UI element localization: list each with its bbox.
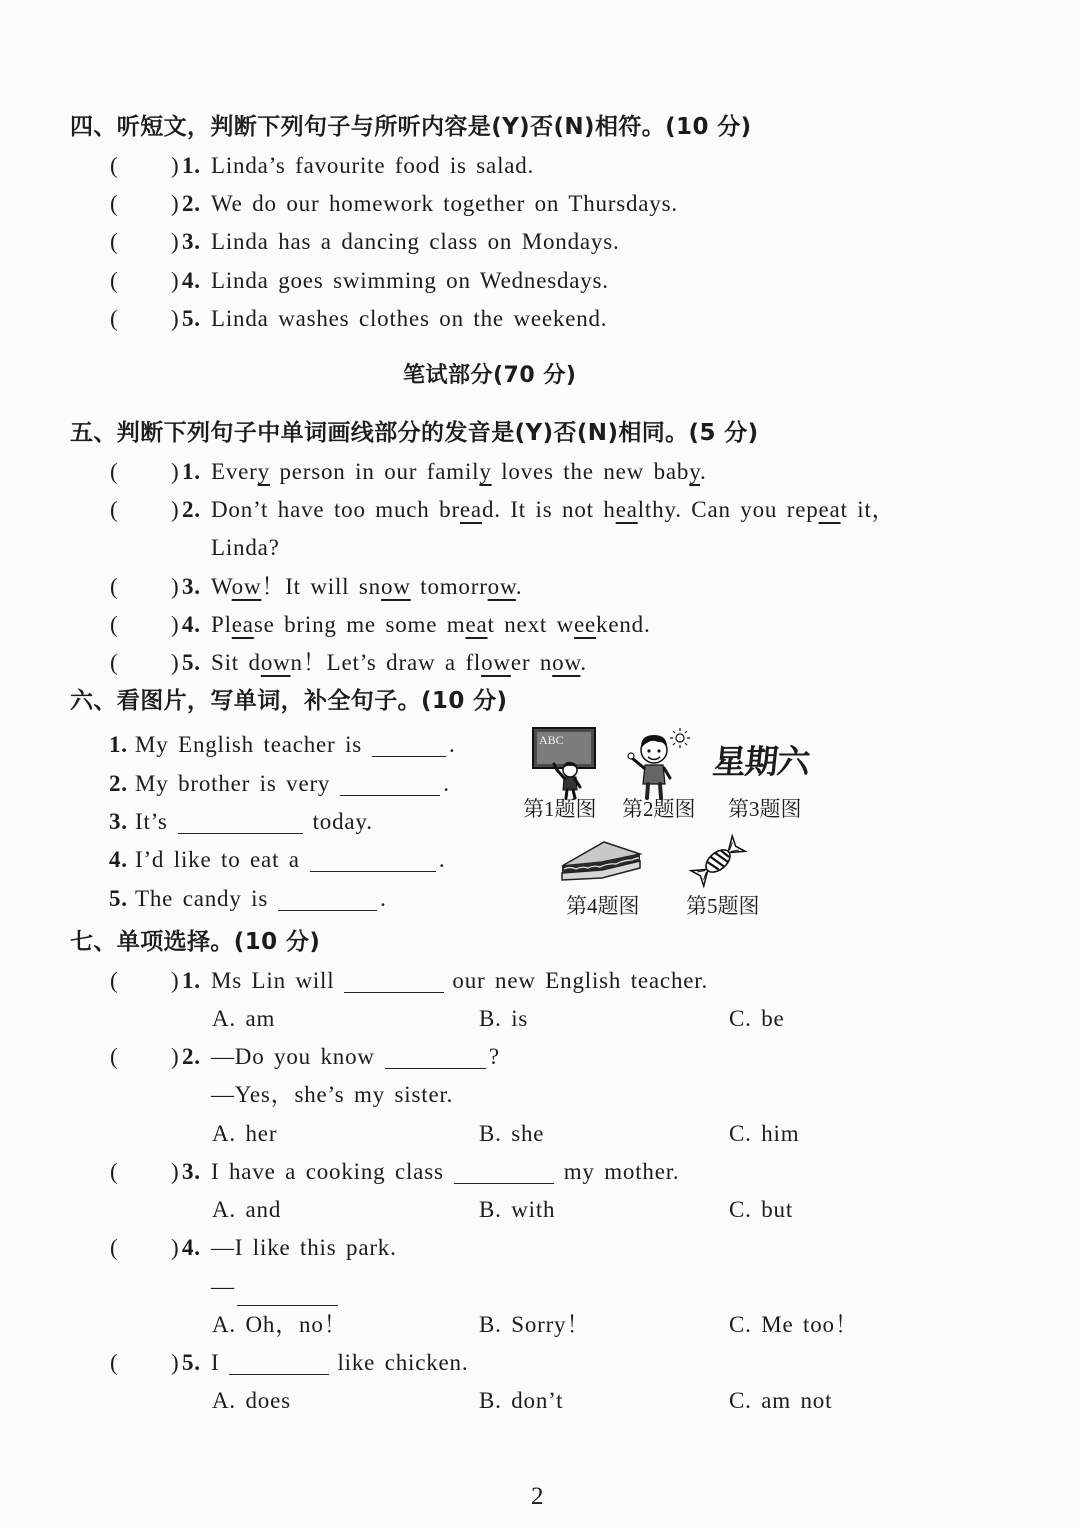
text-before-blank: My English teacher is [135, 732, 363, 757]
text-segment: er n [510, 650, 553, 675]
boy-figure [628, 735, 670, 798]
option-c: C. am not [729, 1388, 833, 1413]
question-number: 2. [109, 771, 128, 796]
question-text [135, 769, 450, 799]
text-segment: kend. [596, 612, 651, 637]
question-text [211, 495, 895, 525]
question-number: 2. [182, 1044, 201, 1069]
question-number: 1. [182, 459, 201, 484]
section4-title: 四、听短文，判断下列句子与所听内容是(Y)否(N)相符。(10 分) [70, 114, 752, 140]
answer-bracket-open: ( [110, 574, 119, 599]
answer-bracket-open: ( [110, 459, 119, 484]
underlined-letters: ee [574, 612, 597, 637]
answer-bracket-close: ) [171, 1159, 180, 1184]
text-after-blank: today. [312, 809, 373, 834]
s7-item-3 [0, 1157, 1080, 1187]
answer-bracket-close: ) [171, 968, 180, 993]
underlined-letters: ea [231, 612, 254, 637]
option-c: C. be [729, 1006, 785, 1031]
text-segment: Sit d [211, 650, 261, 675]
answer-bracket-close: ) [171, 229, 180, 254]
text-before-blank: It’s [135, 809, 168, 834]
option-b: B. with [479, 1197, 556, 1222]
question-number: 4. [182, 612, 201, 637]
s5-item-1 [0, 457, 1080, 487]
answer-bracket-open: ( [110, 1350, 119, 1375]
text-segment: d. It is not h [481, 497, 616, 522]
question-number: 3. [182, 1159, 201, 1184]
underlined-letters: ow [481, 650, 511, 675]
option-a: A. am [212, 1006, 276, 1031]
picture-2-boy [620, 722, 696, 802]
answer-bracket-open: ( [110, 153, 119, 178]
option-a: A. her [212, 1121, 278, 1146]
text-segment: Pl [211, 612, 232, 637]
underlined-letters: ow [552, 650, 581, 675]
text-segment: person in our famil [269, 459, 480, 484]
underlined-letters: y [257, 459, 270, 484]
answer-bracket-open: ( [110, 968, 119, 993]
answer-bracket-close: ) [171, 650, 180, 675]
dialogue-reply: —Yes，she’s my sister. [211, 1082, 454, 1107]
underlined-letters: ea [818, 497, 841, 522]
picture-label-5: 第5题图 [686, 894, 760, 918]
question-number: 5. [182, 306, 201, 331]
text-segment: loves the new bab [491, 459, 690, 484]
answer-blank [340, 794, 440, 796]
option-a: A. does [212, 1388, 291, 1413]
section6-title: 六、看图片，写单词，补全句子。(10 分) [70, 688, 508, 714]
answer-bracket-open: ( [110, 497, 119, 522]
answer-bracket-close: ) [171, 1235, 180, 1260]
underlined-letters: y [689, 459, 701, 484]
s7-item-5 [0, 1348, 1080, 1378]
s5-item-2-continuation [0, 533, 1080, 563]
underlined-letters: ow [380, 574, 411, 599]
picture-4-sandwich [558, 834, 644, 890]
text-before-blank: I’d like to eat a [135, 847, 300, 872]
s7-options-1 [0, 1004, 1080, 1034]
question-text [211, 1042, 500, 1072]
question-number: 1. [109, 732, 128, 757]
answer-bracket-open: ( [110, 650, 119, 675]
text-segment: t next w [487, 612, 575, 637]
question-text: Linda has a dancing class on Mondays. [211, 229, 620, 254]
s7-options-3 [0, 1195, 1080, 1225]
written-part-heading: 笔试部分(70 分) [403, 363, 577, 388]
text-segment: W [211, 574, 232, 599]
text-after-blank: . [380, 886, 387, 911]
picture-1-teacher [530, 724, 602, 800]
answer-blank [385, 1067, 486, 1069]
s7-options-2 [0, 1119, 1080, 1149]
question-number: 4. [109, 847, 128, 872]
text-segment: n！Let’s draw a fl [290, 650, 482, 675]
picture-label-3: 第3题图 [728, 797, 802, 821]
blackboard [533, 728, 595, 768]
question-number: 4. [182, 268, 201, 293]
option-b: B. is [479, 1006, 529, 1031]
question-text [211, 457, 707, 487]
question-text: Linda washes clothes on the weekend. [211, 306, 608, 331]
question-text: —I like this park. [211, 1235, 397, 1260]
answer-blank [344, 991, 444, 993]
question-number: 3. [182, 574, 201, 599]
answer-bracket-open: ( [110, 268, 119, 293]
question-number: 5. [182, 1350, 201, 1375]
s4-item-4 [0, 266, 1080, 296]
board-text: ABC [539, 733, 564, 747]
s5-item-2 [0, 495, 1080, 525]
question-number: 4. [182, 1235, 201, 1260]
underlined-letters: ea [459, 497, 482, 522]
s7-options-4 [0, 1310, 1080, 1340]
option-a: A. and [212, 1197, 282, 1222]
answer-bracket-open: ( [110, 306, 119, 331]
option-c: C. but [729, 1197, 794, 1222]
text-segment: . [515, 574, 523, 599]
underlined-letters: ow [487, 574, 516, 599]
answer-bracket-open: ( [110, 191, 119, 216]
text-after-blank: . [449, 732, 456, 757]
question-number: 5. [109, 886, 128, 911]
text-after-blank: . [438, 847, 446, 872]
text-segment: tomorr [410, 574, 488, 599]
section5-title: 五、判断下列句子中单词画线部分的发音是(Y)否(N)相同。(5 分) [70, 420, 759, 446]
answer-bracket-close: ) [171, 268, 180, 293]
answer-bracket-open: ( [110, 1159, 119, 1184]
sparkle-icon [670, 728, 690, 748]
question-number: 3. [109, 809, 128, 834]
answer-bracket-close: ) [171, 612, 180, 637]
question-text-continuation: Linda? [211, 535, 280, 560]
answer-blank [237, 1304, 338, 1306]
s4-item-1 [0, 151, 1080, 181]
candy [691, 836, 745, 886]
text-after-blank: my mother. [563, 1159, 680, 1184]
text-segment: t it， [840, 497, 896, 522]
question-text: We do our homework together on Thursdays. [211, 191, 678, 216]
answer-bracket-close: ) [171, 153, 180, 178]
text-before-blank: My brother is very [135, 771, 331, 796]
section7-title: 七、单项选择。(10 分) [70, 929, 321, 955]
question-text [135, 807, 373, 837]
s7-item-1 [0, 966, 1080, 996]
answer-bracket-close: ) [171, 1044, 180, 1069]
s5-item-4 [0, 610, 1080, 640]
answer-bracket-open: ( [110, 612, 119, 637]
s4-item-5 [0, 304, 1080, 334]
text-segment: . [580, 650, 587, 675]
answer-blank [278, 909, 377, 911]
answer-bracket-close: ) [171, 306, 180, 331]
answer-bracket-close: ) [171, 191, 180, 216]
text-segment: . [700, 459, 707, 484]
s5-item-5 [0, 648, 1080, 678]
question-text [211, 966, 708, 996]
s7-options-5 [0, 1386, 1080, 1416]
text-after-blank: ? [488, 1044, 500, 1069]
s4-item-3 [0, 227, 1080, 257]
option-c: C. Me too！ [729, 1312, 859, 1337]
question-text: Linda’s favourite food is salad. [211, 153, 535, 178]
s4-item-2 [0, 189, 1080, 219]
answer-bracket-close: ) [171, 1350, 180, 1375]
text-before-blank: I have a cooking class [211, 1159, 444, 1184]
s7-item-4-reply [0, 1272, 1080, 1302]
text-before-blank: Ms Lin will [211, 968, 335, 993]
sandwich [562, 842, 640, 880]
page-number: 2 [531, 1483, 544, 1510]
picture-5-candy [686, 832, 750, 890]
question-text [211, 648, 587, 678]
underlined-letters: ow [260, 650, 291, 675]
answer-blank [372, 755, 446, 757]
answer-blank [229, 1373, 329, 1375]
question-number: 3. [182, 229, 201, 254]
s6-item-5 [0, 884, 1080, 914]
answer-blank [310, 870, 436, 872]
option-c: C. him [729, 1121, 800, 1146]
text-after-blank: . [443, 771, 450, 796]
text-before-blank: —Do you know [211, 1044, 375, 1069]
question-text: Linda goes swimming on Wednesdays. [211, 268, 609, 293]
question-text [135, 884, 387, 914]
text-segment: Ever [211, 459, 258, 484]
answer-bracket-open: ( [110, 1044, 119, 1069]
text-after-blank: our new English teacher. [452, 968, 708, 993]
answer-blank [454, 1182, 554, 1184]
question-text [211, 610, 651, 640]
question-text [211, 1348, 468, 1378]
answer-bracket-close: ) [171, 459, 180, 484]
answer-bracket-close: ) [171, 574, 180, 599]
dialogue-reply [211, 1272, 341, 1306]
s5-item-3 [0, 572, 1080, 602]
picture-label-1: 第1题图 [523, 797, 597, 821]
underlined-letters: ea [615, 497, 638, 522]
question-number: 1. [182, 153, 201, 178]
option-b: B. Sorry！ [479, 1312, 591, 1337]
text-segment: lthy. Can you rep [637, 497, 819, 522]
answer-blank [178, 832, 303, 834]
picture-label-2: 第2题图 [622, 797, 696, 821]
text-segment: se bring me some m [253, 612, 466, 637]
option-a: A. Oh，no！ [212, 1312, 348, 1337]
text-after-blank: like chicken. [337, 1350, 469, 1375]
underlined-letters: y [479, 459, 492, 484]
question-number: 2. [182, 497, 201, 522]
question-text [211, 572, 522, 602]
s6-item-4 [0, 845, 1080, 875]
option-b: B. she [479, 1121, 545, 1146]
question-number: 1. [182, 968, 201, 993]
text-segment: ！It will sn [261, 574, 381, 599]
question-number: 5. [182, 650, 201, 675]
answer-bracket-close: ) [171, 497, 180, 522]
question-text [211, 1157, 679, 1187]
question-text [135, 845, 445, 875]
question-text [135, 730, 456, 760]
answer-bracket-open: ( [110, 1235, 119, 1260]
reply-dash: — [211, 1274, 235, 1299]
s7-item-2-reply [0, 1080, 1080, 1110]
answer-bracket-open: ( [110, 229, 119, 254]
picture-3-saturday-text: 星期六 [711, 742, 812, 781]
text-segment: Don’t have too much br [211, 497, 460, 522]
s7-item-2 [0, 1042, 1080, 1072]
question-number: 2. [182, 191, 201, 216]
underlined-letters: ea [465, 612, 488, 637]
text-before-blank: I [211, 1350, 220, 1375]
underlined-letters: ow [231, 574, 262, 599]
option-b: B. don’t [479, 1388, 564, 1413]
s7-item-4 [0, 1233, 1080, 1263]
picture-label-4: 第4题图 [566, 894, 640, 918]
text-before-blank: The candy is [135, 886, 269, 911]
